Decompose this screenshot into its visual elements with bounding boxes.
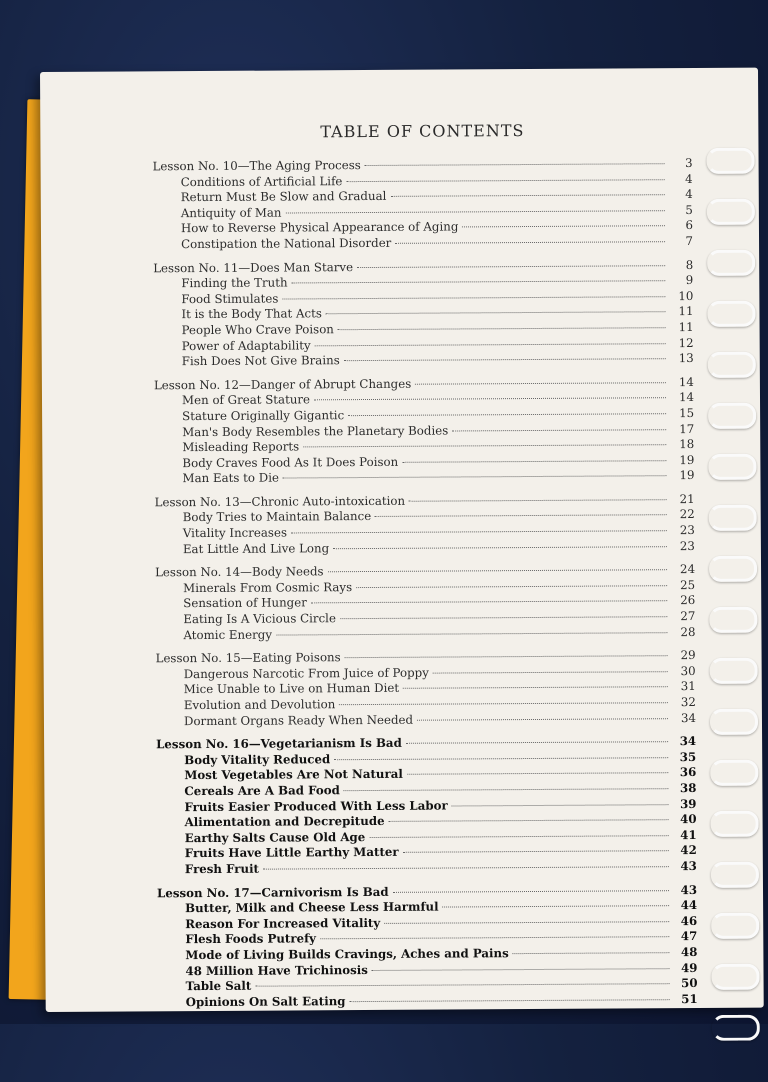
dot-leader — [326, 312, 666, 315]
dot-leader — [303, 444, 666, 447]
spiral-coil — [708, 454, 756, 480]
lesson-heading-title: Lesson No. 14—Body Needs — [155, 564, 324, 580]
toc-section — [156, 648, 696, 729]
toc-entry-page-number: 43 — [680, 858, 697, 874]
toc-entry-title: Body Vitality Reduced — [184, 752, 331, 767]
lesson-heading-page-number: 21 — [679, 491, 695, 506]
lesson-heading-page-number: 8 — [685, 257, 694, 272]
lesson-heading-page-number: 34 — [679, 734, 697, 749]
toc-entry-title: Fruits Easier Produced With Less Labor — [184, 798, 448, 814]
dot-leader — [349, 999, 669, 1002]
dot-leader — [513, 952, 670, 954]
toc-entry-page-number: 51 — [681, 991, 698, 1006]
dot-leader — [276, 632, 667, 635]
dot-leader — [339, 702, 668, 705]
dot-leader — [315, 343, 666, 346]
toc-entry-title: Eat Little And Live Long — [182, 540, 330, 556]
toc-entry-page-number: 15 — [679, 405, 695, 421]
toc-entry-page-number: 25 — [680, 577, 696, 592]
dot-leader — [395, 241, 665, 244]
toc-entry-page-number: 28 — [680, 624, 696, 639]
toc-entry-title: Mice Unable to Live on Human Diet — [183, 681, 400, 697]
lesson-heading-page-number: 29 — [680, 648, 696, 663]
dot-leader — [462, 226, 665, 228]
toc-entry-page-number: 47 — [680, 929, 698, 944]
page-title: TABLE OF CONTENTS — [320, 121, 525, 142]
toc-entry-page-number: 26 — [680, 593, 696, 608]
dot-leader — [390, 194, 664, 197]
dot-leader — [282, 296, 665, 299]
toc-entry — [155, 539, 695, 558]
dot-leader — [314, 397, 666, 400]
toc-entry-page-number: 27 — [680, 609, 696, 624]
toc-entry-page-number: 18 — [679, 437, 695, 452]
toc-entry-title: Evolution and Devolution — [183, 697, 336, 713]
toc-entry-page-number: 32 — [680, 695, 696, 710]
toc-entry-page-number: 13 — [678, 351, 694, 366]
spiral-coil — [711, 913, 759, 939]
dot-leader — [286, 210, 665, 213]
toc-entry-title: Vitality Increases — [182, 525, 288, 541]
toc-entry-title: Constipation the National Disorder — [181, 235, 392, 252]
toc-entry-title: Dormant Organs Ready When Needed — [183, 712, 414, 728]
toc-entry-page-number: 41 — [680, 827, 697, 842]
toc-entry-page-number: 23 — [679, 523, 695, 538]
table-of-contents — [153, 156, 698, 1019]
dot-leader — [320, 936, 669, 939]
dot-leader — [255, 983, 669, 987]
lesson-heading-page-number: 14 — [678, 374, 694, 389]
dot-leader — [365, 163, 665, 166]
toc-entry-title: Finding the Truth — [181, 275, 288, 291]
toc-entry-page-number: 38 — [679, 780, 697, 796]
dot-leader — [346, 179, 664, 182]
dot-leader — [384, 921, 669, 924]
dot-leader — [452, 804, 669, 806]
toc-entry — [157, 859, 697, 878]
toc-entry-title: Man's Body Resembles the Planetary Bodies — [182, 423, 449, 439]
toc-entry-title: Men of Great Stature — [181, 392, 311, 408]
lesson-heading-title: Lesson No. 10—The Aging Process — [152, 158, 361, 174]
toc-entry-title: Minerals From Cosmic Rays — [183, 579, 353, 595]
toc-entry-title: Fish Does Not Give Brains — [181, 353, 340, 369]
toc-entry-page-number: 10 — [678, 288, 694, 303]
dot-leader — [328, 569, 667, 572]
dot-leader — [375, 515, 667, 518]
toc-entry-title: Fruits Have Little Earthy Matter — [184, 845, 399, 861]
lesson-heading-title: Lesson No. 15—Eating Poisons — [155, 650, 341, 666]
lesson-heading-page-number: 3 — [685, 156, 693, 171]
toc-entry — [153, 234, 693, 253]
toc-section — [156, 734, 697, 878]
toc-section — [155, 562, 695, 643]
spiral-coil — [711, 811, 759, 837]
toc-entry-title: Earthy Salts Cause Old Age — [184, 829, 366, 845]
dot-leader — [340, 616, 667, 619]
toc-entry-page-number: 39 — [680, 796, 697, 811]
toc-entry-title: Atomic Energy — [183, 627, 273, 642]
toc-entry-page-number: 42 — [680, 843, 697, 858]
dot-leader — [393, 890, 669, 893]
toc-section — [155, 492, 695, 558]
toc-entry-title: Butter, Milk and Cheese Less Harmful — [185, 899, 439, 916]
dot-leader — [311, 601, 667, 604]
toc-entry-page-number: 35 — [679, 749, 697, 764]
toc-entry-title: It is the Body That Acts — [181, 306, 322, 322]
lesson-heading-title: Lesson No. 11—Does Man Starve — [153, 259, 354, 275]
toc-entry-title: Sensation of Hunger — [183, 595, 307, 611]
page-content — [152, 68, 698, 1009]
toc-entry-title: Dangerous Narcotic From Juice of Poppy — [183, 665, 429, 681]
toc-entry-page-number: 48 — [680, 944, 698, 960]
toc-entry-title: Body Craves Food As It Does Poison — [182, 454, 399, 470]
toc-entry-page-number: 46 — [680, 913, 698, 928]
spiral-coil — [710, 760, 758, 786]
book-page — [40, 68, 764, 1012]
dot-leader — [356, 585, 667, 588]
toc-entry-title: Cereals Are A Bad Food — [184, 783, 340, 799]
toc-entry-title: Return Must Be Slow and Gradual — [180, 189, 387, 205]
dot-leader — [345, 655, 668, 658]
toc-entry-title: Eating Is A Vicious Circle — [183, 611, 336, 627]
lesson-heading-title: Lesson No. 12—Danger of Abrupt Changes — [153, 376, 412, 393]
spiral-coil — [708, 352, 756, 378]
spiral-coil — [712, 1015, 760, 1041]
spiral-coil — [708, 403, 756, 429]
toc-entry-title: Man Eats to Die — [182, 470, 279, 486]
lesson-heading-page-number: 43 — [680, 882, 698, 897]
toc-entry-title: People Who Crave Poison — [181, 322, 334, 338]
toc-entry-page-number: 9 — [685, 273, 694, 288]
toc-entry-title: Alimentation and Decrepitude — [184, 814, 385, 830]
toc-section — [153, 156, 694, 253]
toc-entry — [158, 992, 698, 1011]
toc-entry-title: Antiquity of Man — [180, 205, 282, 220]
toc-entry-page-number: 19 — [679, 468, 695, 483]
lesson-heading-title: Lesson No. 17—Carnivorism Is Bad — [156, 884, 389, 900]
toc-entry-title: Food Stimulates — [181, 291, 279, 306]
dot-leader — [443, 905, 670, 907]
toc-entry-title: Most Vegetables Are Not Natural — [184, 767, 403, 783]
toc-entry-page-number: 36 — [679, 765, 697, 780]
toc-entry-title: Flesh Foods Putrefy — [185, 931, 317, 947]
spiral-coil — [711, 964, 759, 990]
toc-section — [154, 375, 695, 487]
toc-entry-title: Power of Adaptability — [181, 337, 311, 353]
spiral-coil — [707, 301, 755, 327]
lesson-heading-page-number: 24 — [679, 562, 696, 577]
dot-leader — [283, 475, 667, 478]
dot-leader — [403, 687, 668, 690]
toc-entry-page-number: 19 — [679, 452, 695, 467]
toc-entry-page-number: 14 — [678, 390, 695, 405]
toc-entry-page-number: 11 — [678, 319, 694, 335]
spiral-coil — [709, 505, 757, 531]
dot-leader — [338, 327, 666, 330]
toc-entry-page-number: 23 — [679, 538, 695, 553]
toc-entry-page-number: 4 — [685, 187, 693, 202]
spiral-coil — [710, 658, 758, 684]
dot-leader — [402, 460, 666, 463]
dot-leader — [433, 671, 668, 673]
spiral-coil — [710, 709, 758, 735]
toc-entry-title: Reason For Increased Vitality — [185, 915, 381, 931]
toc-entry-page-number: 34 — [680, 710, 696, 725]
dot-leader — [348, 413, 666, 416]
spiral-coil — [709, 556, 757, 582]
dot-leader — [344, 358, 666, 361]
lesson-heading-title: Lesson No. 13—Chronic Auto-intoxication — [154, 493, 406, 510]
toc-entry-page-number: 5 — [685, 202, 693, 217]
toc-entry-page-number: 30 — [680, 663, 696, 678]
toc-section — [157, 883, 698, 1011]
toc-entry-title: Mode of Living Builds Cravings, Aches and Pains — [185, 946, 509, 963]
dot-leader — [407, 773, 668, 776]
toc-entry-page-number: 31 — [680, 679, 696, 694]
toc-entry-page-number: 17 — [679, 421, 695, 436]
toc-section — [153, 258, 694, 370]
dot-leader — [334, 757, 668, 760]
dot-leader — [417, 718, 668, 721]
toc-entry — [156, 711, 696, 730]
dot-leader — [372, 968, 670, 971]
dot-leader — [406, 741, 668, 744]
toc-entry-title: How to Reverse Physical Appearance of Aging — [180, 219, 459, 236]
toc-entry-page-number: 6 — [685, 218, 693, 233]
spiral-coil — [707, 250, 755, 276]
spiral-coil — [706, 148, 754, 174]
dot-leader — [291, 530, 667, 533]
dot-leader — [415, 382, 666, 385]
toc-entry-page-number: 49 — [681, 960, 698, 975]
toc-entry — [154, 468, 694, 487]
toc-entry-page-number: 12 — [678, 335, 694, 350]
spiral-coil — [707, 199, 755, 225]
toc-entry-title: Table Salt — [185, 978, 252, 994]
dot-leader — [292, 280, 666, 283]
dot-leader — [452, 429, 666, 431]
dot-leader — [344, 788, 669, 791]
dot-leader — [263, 866, 669, 869]
spiral-coil — [709, 607, 757, 633]
toc-entry-page-number: 4 — [685, 171, 693, 186]
dot-leader — [409, 499, 667, 502]
lesson-heading-title: Lesson No. 16—Vegetarianism Is Bad — [156, 735, 402, 752]
toc-entry-title: Opinions On Salt Eating — [185, 993, 346, 1009]
dot-leader — [369, 835, 668, 838]
toc-entry — [155, 625, 695, 644]
dot-leader — [389, 819, 669, 822]
toc-entry-title: Fresh Fruit — [184, 861, 260, 877]
toc-entry-title: Misleading Reports — [182, 439, 300, 455]
dot-leader — [357, 265, 665, 268]
dot-leader — [333, 546, 667, 549]
toc-entry-page-number: 11 — [678, 304, 694, 319]
toc-entry-title: Stature Originally Gigantic — [182, 408, 345, 424]
toc-entry-page-number: 50 — [681, 976, 698, 991]
toc-entry-page-number: 7 — [685, 233, 694, 249]
toc-entry-page-number: 22 — [679, 507, 695, 522]
toc-entry — [154, 351, 694, 370]
spiral-coil — [711, 862, 759, 888]
dot-leader — [403, 851, 669, 854]
toc-entry-page-number: 40 — [680, 812, 697, 827]
toc-entry-title: 48 Million Have Trichinosis — [185, 962, 368, 978]
toc-entry-title: Conditions of Artificial Life — [180, 173, 343, 189]
toc-entry-title: Body Tries to Maintain Balance — [182, 509, 372, 525]
toc-entry-page-number: 44 — [680, 898, 698, 913]
spiral-binding — [708, 148, 764, 1078]
